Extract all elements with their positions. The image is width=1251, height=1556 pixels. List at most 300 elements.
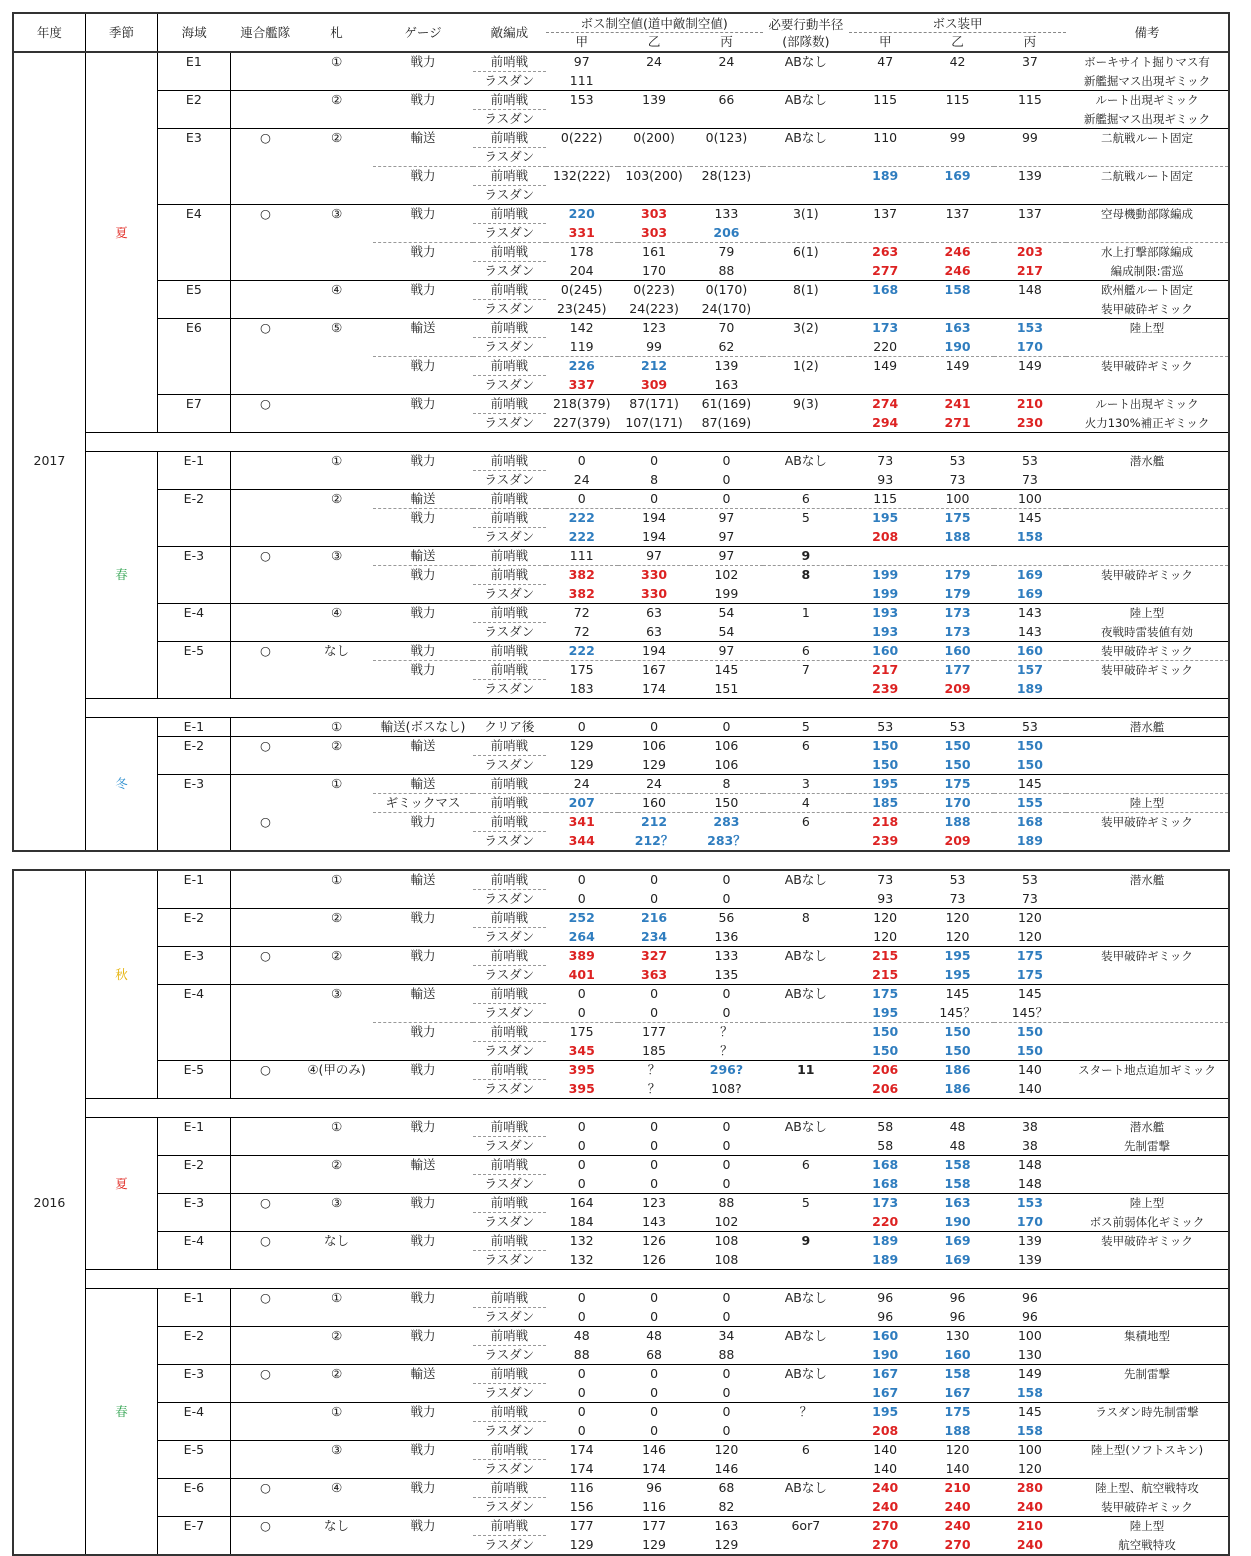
- cell-area: E5: [158, 281, 230, 300]
- cell-year: [13, 1308, 85, 1327]
- table-row: [13, 1365, 1229, 1384]
- cell-radius: 1: [801, 605, 810, 621]
- cell-enemy: 前哨戦: [473, 205, 545, 224]
- cell-air-hei: 120: [714, 1442, 739, 1458]
- cell-tag: ④(甲のみ): [307, 1062, 366, 1078]
- cell-gauge: [373, 1346, 473, 1365]
- table-row: [13, 300, 1229, 319]
- table-row: [13, 1137, 1229, 1156]
- cell-gauge: 輸送: [410, 986, 436, 1002]
- cell-area: E-5: [158, 642, 230, 661]
- cell-year: [13, 395, 85, 414]
- cell-area: [158, 756, 230, 775]
- cell-air-hei: 97: [690, 642, 762, 661]
- cell-enemy: ラスダン: [473, 376, 545, 395]
- cell-air-kou: 48: [573, 1328, 590, 1344]
- cell-air-kou: 0: [546, 1137, 618, 1156]
- cell-air-kou: 0: [546, 1422, 618, 1441]
- cell-air-hei: 0: [690, 718, 762, 737]
- cell-armor-otsu: 173: [921, 623, 993, 642]
- cell-gauge: [373, 1175, 473, 1194]
- cell-enemy: 前哨戦: [473, 566, 545, 585]
- cell-armor-hei: 153: [1016, 320, 1043, 336]
- cell-season: [85, 1327, 157, 1346]
- table-row: [13, 414, 1229, 433]
- cell-gauge: 戦力: [410, 92, 436, 108]
- cell-season: [85, 528, 157, 547]
- cell-air-otsu: 0: [650, 1404, 659, 1420]
- cell-area: [158, 1251, 230, 1270]
- cell-armor-hei: 73: [994, 471, 1066, 490]
- cell-notes: 装甲破砕ギミック: [1066, 947, 1229, 966]
- cell-enemy: 前哨戦: [473, 243, 545, 262]
- cell-area: E-5: [158, 1441, 230, 1460]
- cell-tag: [300, 813, 372, 832]
- cell-area: E-3: [158, 547, 230, 566]
- cell-armor-kou: 167: [849, 1384, 921, 1403]
- cell-armor-otsu: 175: [944, 1404, 971, 1420]
- cell-air-otsu: 143: [618, 1213, 690, 1232]
- cell-tag: ①: [330, 872, 343, 888]
- cell-armor-hei: 53: [1021, 453, 1038, 469]
- cell-notes: [1066, 528, 1229, 547]
- cell-air-otsu: 194: [618, 642, 690, 661]
- cell-air-otsu: 126: [642, 1233, 666, 1249]
- cell-armor-otsu: 100: [921, 490, 993, 509]
- table-row: [13, 1004, 1229, 1023]
- cell-air-kou: 0: [577, 986, 586, 1002]
- cell-air-otsu: 0: [618, 1175, 690, 1194]
- table-row: [13, 1536, 1229, 1556]
- cell-air-kou: 164: [569, 1195, 594, 1211]
- cell-armor-hei: 139: [1017, 1233, 1042, 1249]
- cell-area: [158, 414, 230, 433]
- cell-armor-hei: 115: [1017, 92, 1042, 108]
- table-row: [13, 813, 1229, 832]
- cell-enemy: 前哨戦: [473, 1023, 545, 1042]
- cell-armor-kou: 189: [849, 1251, 921, 1270]
- cell-armor-otsu: [921, 148, 993, 167]
- cell-season: [85, 890, 157, 909]
- table-row: [13, 870, 1229, 890]
- cell-air-otsu: [618, 148, 690, 167]
- table-row: [13, 585, 1229, 604]
- gap-cell: [13, 1099, 85, 1118]
- cell-armor-hei: 158: [994, 1384, 1066, 1403]
- cell-tag: ③: [330, 1442, 343, 1458]
- cell-gauge: 戦力: [410, 1290, 436, 1306]
- cell-year: [13, 794, 85, 813]
- cell-air-otsu: 0: [650, 1119, 659, 1135]
- cell-tag: なし: [324, 643, 350, 659]
- cell-armor-kou: 215: [872, 948, 899, 964]
- cell-air-hei: 0: [690, 1004, 762, 1023]
- cell-armor-hei: 175: [1016, 948, 1043, 964]
- cell-combined: [230, 490, 300, 509]
- cell-notes: [1066, 1384, 1229, 1403]
- cell-armor-kou: 239: [849, 680, 921, 699]
- table-row: [13, 1517, 1229, 1536]
- cell-gauge: 戦力: [410, 567, 436, 583]
- cell-gauge: [373, 623, 473, 642]
- cell-radius: [763, 966, 849, 985]
- cell-combined: ○: [259, 548, 271, 564]
- cell-air-otsu: 0: [618, 1308, 690, 1327]
- cell-armor-kou: 120: [849, 928, 921, 947]
- cell-air-hei: 34: [718, 1328, 735, 1344]
- cell-enemy: ラスダン: [473, 414, 545, 433]
- cell-season: [85, 72, 157, 91]
- cell-armor-otsu: 270: [921, 1536, 993, 1556]
- cell-season: [85, 623, 157, 642]
- cell-air-otsu: 126: [618, 1251, 690, 1270]
- cell-area: E-1: [158, 718, 230, 737]
- cell-armor-kou: 185: [849, 794, 921, 813]
- cell-combined: [230, 528, 300, 547]
- cell-combined: [230, 1004, 300, 1023]
- cell-armor-otsu: [921, 72, 993, 91]
- cell-enemy: 前哨戦: [473, 1061, 545, 1080]
- cell-air-hei: 54: [718, 605, 735, 621]
- cell-year: [13, 376, 85, 395]
- cell-armor-otsu: 73: [921, 890, 993, 909]
- cell-air-kou: 0(222): [560, 130, 603, 146]
- cell-armor-kou: 199: [849, 585, 921, 604]
- cell-year: [13, 1517, 85, 1536]
- cell-armor-kou: 208: [849, 528, 921, 547]
- cell-tag: [300, 1137, 372, 1156]
- cell-combined: [230, 300, 300, 319]
- cell-tag: [300, 1251, 372, 1270]
- cell-air-otsu: 0: [618, 1422, 690, 1441]
- table-row: [13, 72, 1229, 91]
- cell-enemy: ラスダン: [473, 1213, 545, 1232]
- cell-air-kou: 129: [546, 756, 618, 775]
- cell-notes: [1066, 1004, 1229, 1023]
- cell-air-otsu: 185: [618, 1042, 690, 1061]
- cell-armor-kou: 160: [849, 642, 921, 661]
- cell-enemy: ラスダン: [473, 832, 545, 852]
- cell-enemy: 前哨戦: [473, 1441, 545, 1460]
- cell-armor-hei: 139: [1017, 168, 1042, 184]
- cell-area: E4: [158, 205, 230, 224]
- cell-armor-otsu: [921, 186, 993, 205]
- cell-air-kou: 204: [546, 262, 618, 281]
- cell-air-otsu: 363: [618, 966, 690, 985]
- cell-tag: [300, 1536, 372, 1556]
- cell-enemy: 前哨戦: [473, 509, 545, 528]
- cell-combined: ○: [259, 1233, 271, 1249]
- cell-tag: [300, 566, 372, 585]
- cell-gauge: 戦力: [410, 1442, 436, 1458]
- cell-area: E-4: [158, 985, 230, 1004]
- cell-season: [85, 262, 157, 281]
- cell-air-hei: [690, 148, 762, 167]
- header-tag: 札: [300, 13, 372, 52]
- cell-armor-hei: [994, 300, 1066, 319]
- cell-gauge: 戦力: [410, 54, 436, 70]
- cell-armor-kou: 193: [872, 605, 899, 621]
- cell-air-otsu: 146: [642, 1442, 666, 1458]
- cell-air-kou: 345: [546, 1042, 618, 1061]
- cell-air-hei: 0: [690, 471, 762, 490]
- cell-armor-kou: 195: [872, 510, 899, 526]
- cell-year: [13, 832, 85, 852]
- cell-air-hei: 88: [718, 1195, 735, 1211]
- cell-armor-hei: 168: [1016, 814, 1043, 830]
- cell-air-otsu: 212？: [618, 832, 690, 852]
- cell-season: [85, 1194, 157, 1213]
- cell-tag: [300, 300, 372, 319]
- cell-radius: ABなし: [784, 453, 827, 469]
- cell-armor-hei: 155: [994, 794, 1066, 813]
- cell-gauge: 戦力: [410, 358, 436, 374]
- cell-notes: 装甲破砕ギミック: [1066, 813, 1229, 832]
- cell-year: [13, 775, 85, 794]
- cell-armor-kou: 115: [849, 490, 921, 509]
- cell-area: [158, 72, 230, 91]
- cell-notes: 装甲破砕ギミック: [1066, 357, 1229, 376]
- cell-radius: 6: [801, 814, 810, 830]
- cell-armor-otsu: 240: [921, 1498, 993, 1517]
- cell-tag: [300, 1004, 372, 1023]
- cell-air-hei: 70: [718, 320, 735, 336]
- cell-year: [13, 129, 85, 148]
- table-row: [13, 338, 1229, 357]
- cell-year: [13, 205, 85, 224]
- cell-area: E-2: [158, 909, 230, 928]
- cell-notes: 陸上型: [1066, 604, 1229, 623]
- cell-armor-kou: 150: [872, 1024, 899, 1040]
- cell-year: [13, 1023, 85, 1042]
- table-row: [13, 262, 1229, 281]
- cell-armor-otsu: 167: [921, 1384, 993, 1403]
- cell-tag: ②: [330, 130, 343, 146]
- cell-enemy: ラスダン: [473, 471, 545, 490]
- cell-gauge: [373, 262, 473, 281]
- cell-radius: 6: [801, 738, 810, 754]
- cell-area: E-3: [158, 1365, 230, 1384]
- cell-notes: [1066, 1080, 1229, 1099]
- cell-armor-hei: 149: [1017, 1366, 1042, 1382]
- cell-notes: [1066, 1175, 1229, 1194]
- cell-air-kou: 222: [546, 528, 618, 547]
- cell-radius: [763, 528, 849, 547]
- cell-air-otsu: 212: [641, 814, 668, 830]
- cell-enemy: ラスダン: [473, 1042, 545, 1061]
- cell-radius: ABなし: [784, 1328, 827, 1344]
- cell-armor-hei: 38: [1021, 1119, 1038, 1135]
- cell-enemy: 前哨戦: [473, 1289, 545, 1308]
- table-row: [13, 471, 1229, 490]
- cell-tag: [300, 72, 372, 91]
- cell-gauge: [373, 1498, 473, 1517]
- cell-notes: 先制雷撃: [1066, 1137, 1229, 1156]
- cell-air-kou: 227(379): [546, 414, 618, 433]
- cell-combined: ○: [259, 206, 271, 222]
- cell-radius: [763, 1080, 849, 1099]
- cell-combined: [230, 243, 300, 262]
- cell-air-otsu: 123: [642, 320, 666, 336]
- cell-tag: [300, 1384, 372, 1403]
- cell-year: [13, 585, 85, 604]
- cell-air-hei: 106: [714, 738, 739, 754]
- cell-enemy: ラスダン: [473, 1346, 545, 1365]
- cell-armor-kou: 167: [872, 1366, 899, 1382]
- cell-armor-otsu: 96: [949, 1290, 966, 1306]
- cell-air-otsu: 0: [618, 890, 690, 909]
- cell-gauge: 戦力: [410, 1328, 436, 1344]
- cell-air-hei: 0(170): [705, 282, 748, 298]
- cell-enemy: ラスダン: [473, 680, 545, 699]
- cell-tag: ①: [330, 1404, 343, 1420]
- cell-season: [85, 928, 157, 947]
- table-row: [13, 1023, 1229, 1042]
- table-row: [13, 395, 1229, 414]
- cell-tag: [300, 1213, 372, 1232]
- cell-air-hei: 88: [690, 1346, 762, 1365]
- cell-year: [13, 966, 85, 985]
- cell-armor-hei: 120: [994, 928, 1066, 947]
- cell-armor-otsu: 175: [921, 775, 993, 794]
- cell-year: [13, 281, 85, 300]
- cell-air-kou: 175: [569, 1024, 594, 1040]
- cell-air-hei: ？: [690, 1042, 762, 1061]
- cell-armor-hei: 170: [994, 338, 1066, 357]
- cell-armor-hei: 140: [1017, 1062, 1042, 1078]
- cell-enemy: 前哨戦: [473, 1118, 545, 1137]
- cell-radius: ？: [799, 1404, 813, 1420]
- cell-tag: ①: [330, 1119, 343, 1135]
- cell-area: [158, 338, 230, 357]
- cell-area: E-4: [158, 604, 230, 623]
- cell-armor-otsu: 190: [921, 338, 993, 357]
- cell-enemy: 前哨戦: [473, 547, 545, 566]
- cell-armor-otsu: 170: [921, 794, 993, 813]
- cell-notes: 陸上型: [1066, 1517, 1229, 1536]
- cell-armor-otsu: 179: [921, 585, 993, 604]
- cell-season: [85, 1004, 157, 1023]
- cell-armor-hei: 148: [1017, 282, 1042, 298]
- cell-notes: [1066, 1023, 1229, 1042]
- cell-area: E-2: [158, 737, 230, 756]
- cell-armor-otsu: 149: [945, 358, 970, 374]
- cell-combined: [230, 1460, 300, 1479]
- cell-enemy: ラスダン: [473, 1460, 545, 1479]
- cell-armor-otsu: 158: [944, 282, 971, 298]
- table-row: [13, 1232, 1229, 1251]
- cell-year: [13, 357, 85, 376]
- cell-notes: 装甲破砕ギミック: [1066, 300, 1229, 319]
- table-row: [13, 1346, 1229, 1365]
- cell-season: [85, 243, 157, 262]
- cell-radius: [763, 1384, 849, 1403]
- table-row: [13, 661, 1229, 680]
- cell-combined: [230, 110, 300, 129]
- gap-cell: [85, 699, 1229, 718]
- table-row: [13, 1479, 1229, 1498]
- cell-armor-hei: [994, 186, 1066, 205]
- cell-radius: ABなし: [784, 948, 827, 964]
- cell-armor-kou: [849, 148, 921, 167]
- cell-armor-hei: 130: [994, 1346, 1066, 1365]
- cell-combined: [230, 72, 300, 91]
- table-row: [13, 1194, 1229, 1213]
- table-row: [13, 376, 1229, 395]
- cell-air-hei: 135: [690, 966, 762, 985]
- cell-area: E6: [158, 319, 230, 338]
- cell-radius: 8(1): [792, 282, 819, 298]
- cell-combined: [230, 604, 300, 623]
- cell-armor-kou: 220: [849, 1213, 921, 1232]
- cell-air-otsu: 99: [618, 338, 690, 357]
- cell-air-kou: 0: [546, 1384, 618, 1403]
- cell-enemy: 前哨戦: [473, 604, 545, 623]
- table-row: [13, 110, 1229, 129]
- cell-armor-otsu: 179: [944, 567, 971, 583]
- cell-combined: [230, 52, 300, 72]
- cell-gauge: [373, 1251, 473, 1270]
- header-area: 海域: [158, 13, 230, 52]
- cell-notes: 装甲破砕ギミック: [1066, 642, 1229, 661]
- cell-armor-kou: [849, 186, 921, 205]
- cell-air-otsu: 309: [618, 376, 690, 395]
- cell-enemy: ラスダン: [473, 1175, 545, 1194]
- cell-enemy: ラスダン: [473, 1137, 545, 1156]
- gap-cell: [85, 433, 1229, 452]
- cell-tag: ①: [330, 776, 343, 792]
- cell-air-otsu: 330: [618, 585, 690, 604]
- cell-tag: [300, 395, 372, 414]
- cell-armor-otsu: 169: [944, 168, 971, 184]
- cell-notes: 陸上型: [1066, 794, 1229, 813]
- table-row: [13, 909, 1229, 928]
- cell-notes: スタート地点追加ギミック: [1066, 1061, 1229, 1080]
- cell-year: [13, 928, 85, 947]
- cell-air-kou: 119: [546, 338, 618, 357]
- cell-gauge: [373, 528, 473, 547]
- cell-area: E-3: [158, 947, 230, 966]
- cell-enemy: 前哨戦: [473, 319, 545, 338]
- cell-notes: 火力130%補正ギミック: [1066, 414, 1229, 433]
- cell-area: [158, 357, 230, 376]
- cell-year: [13, 300, 85, 319]
- cell-air-hei: 108: [714, 1233, 739, 1249]
- cell-combined: [230, 1308, 300, 1327]
- cell-notes: 空母機動部隊編成: [1066, 205, 1229, 224]
- cell-area: [158, 1536, 230, 1556]
- cell-area: E3: [158, 129, 230, 148]
- header-radius-title: 必要行動半径: [768, 16, 844, 32]
- table-row: [13, 1118, 1229, 1137]
- cell-enemy: 前哨戦: [473, 490, 545, 509]
- cell-gauge: [373, 966, 473, 985]
- cell-armor-otsu: 188: [921, 528, 993, 547]
- cell-notes: [1066, 680, 1229, 699]
- cell-radius: [763, 471, 849, 490]
- cell-armor-hei: 96: [1021, 1290, 1038, 1306]
- cell-radius: [763, 756, 849, 775]
- cell-enemy: 前哨戦: [473, 395, 545, 414]
- cell-armor-kou: 160: [872, 1328, 899, 1344]
- cell-gauge: [373, 1080, 473, 1099]
- cell-air-otsu: 0: [650, 1366, 659, 1382]
- cell-enemy: ラスダン: [473, 756, 545, 775]
- cell-year: [13, 1441, 85, 1460]
- cell-air-kou: 111: [546, 72, 618, 91]
- cell-year: [13, 870, 85, 890]
- cell-year: [13, 1080, 85, 1099]
